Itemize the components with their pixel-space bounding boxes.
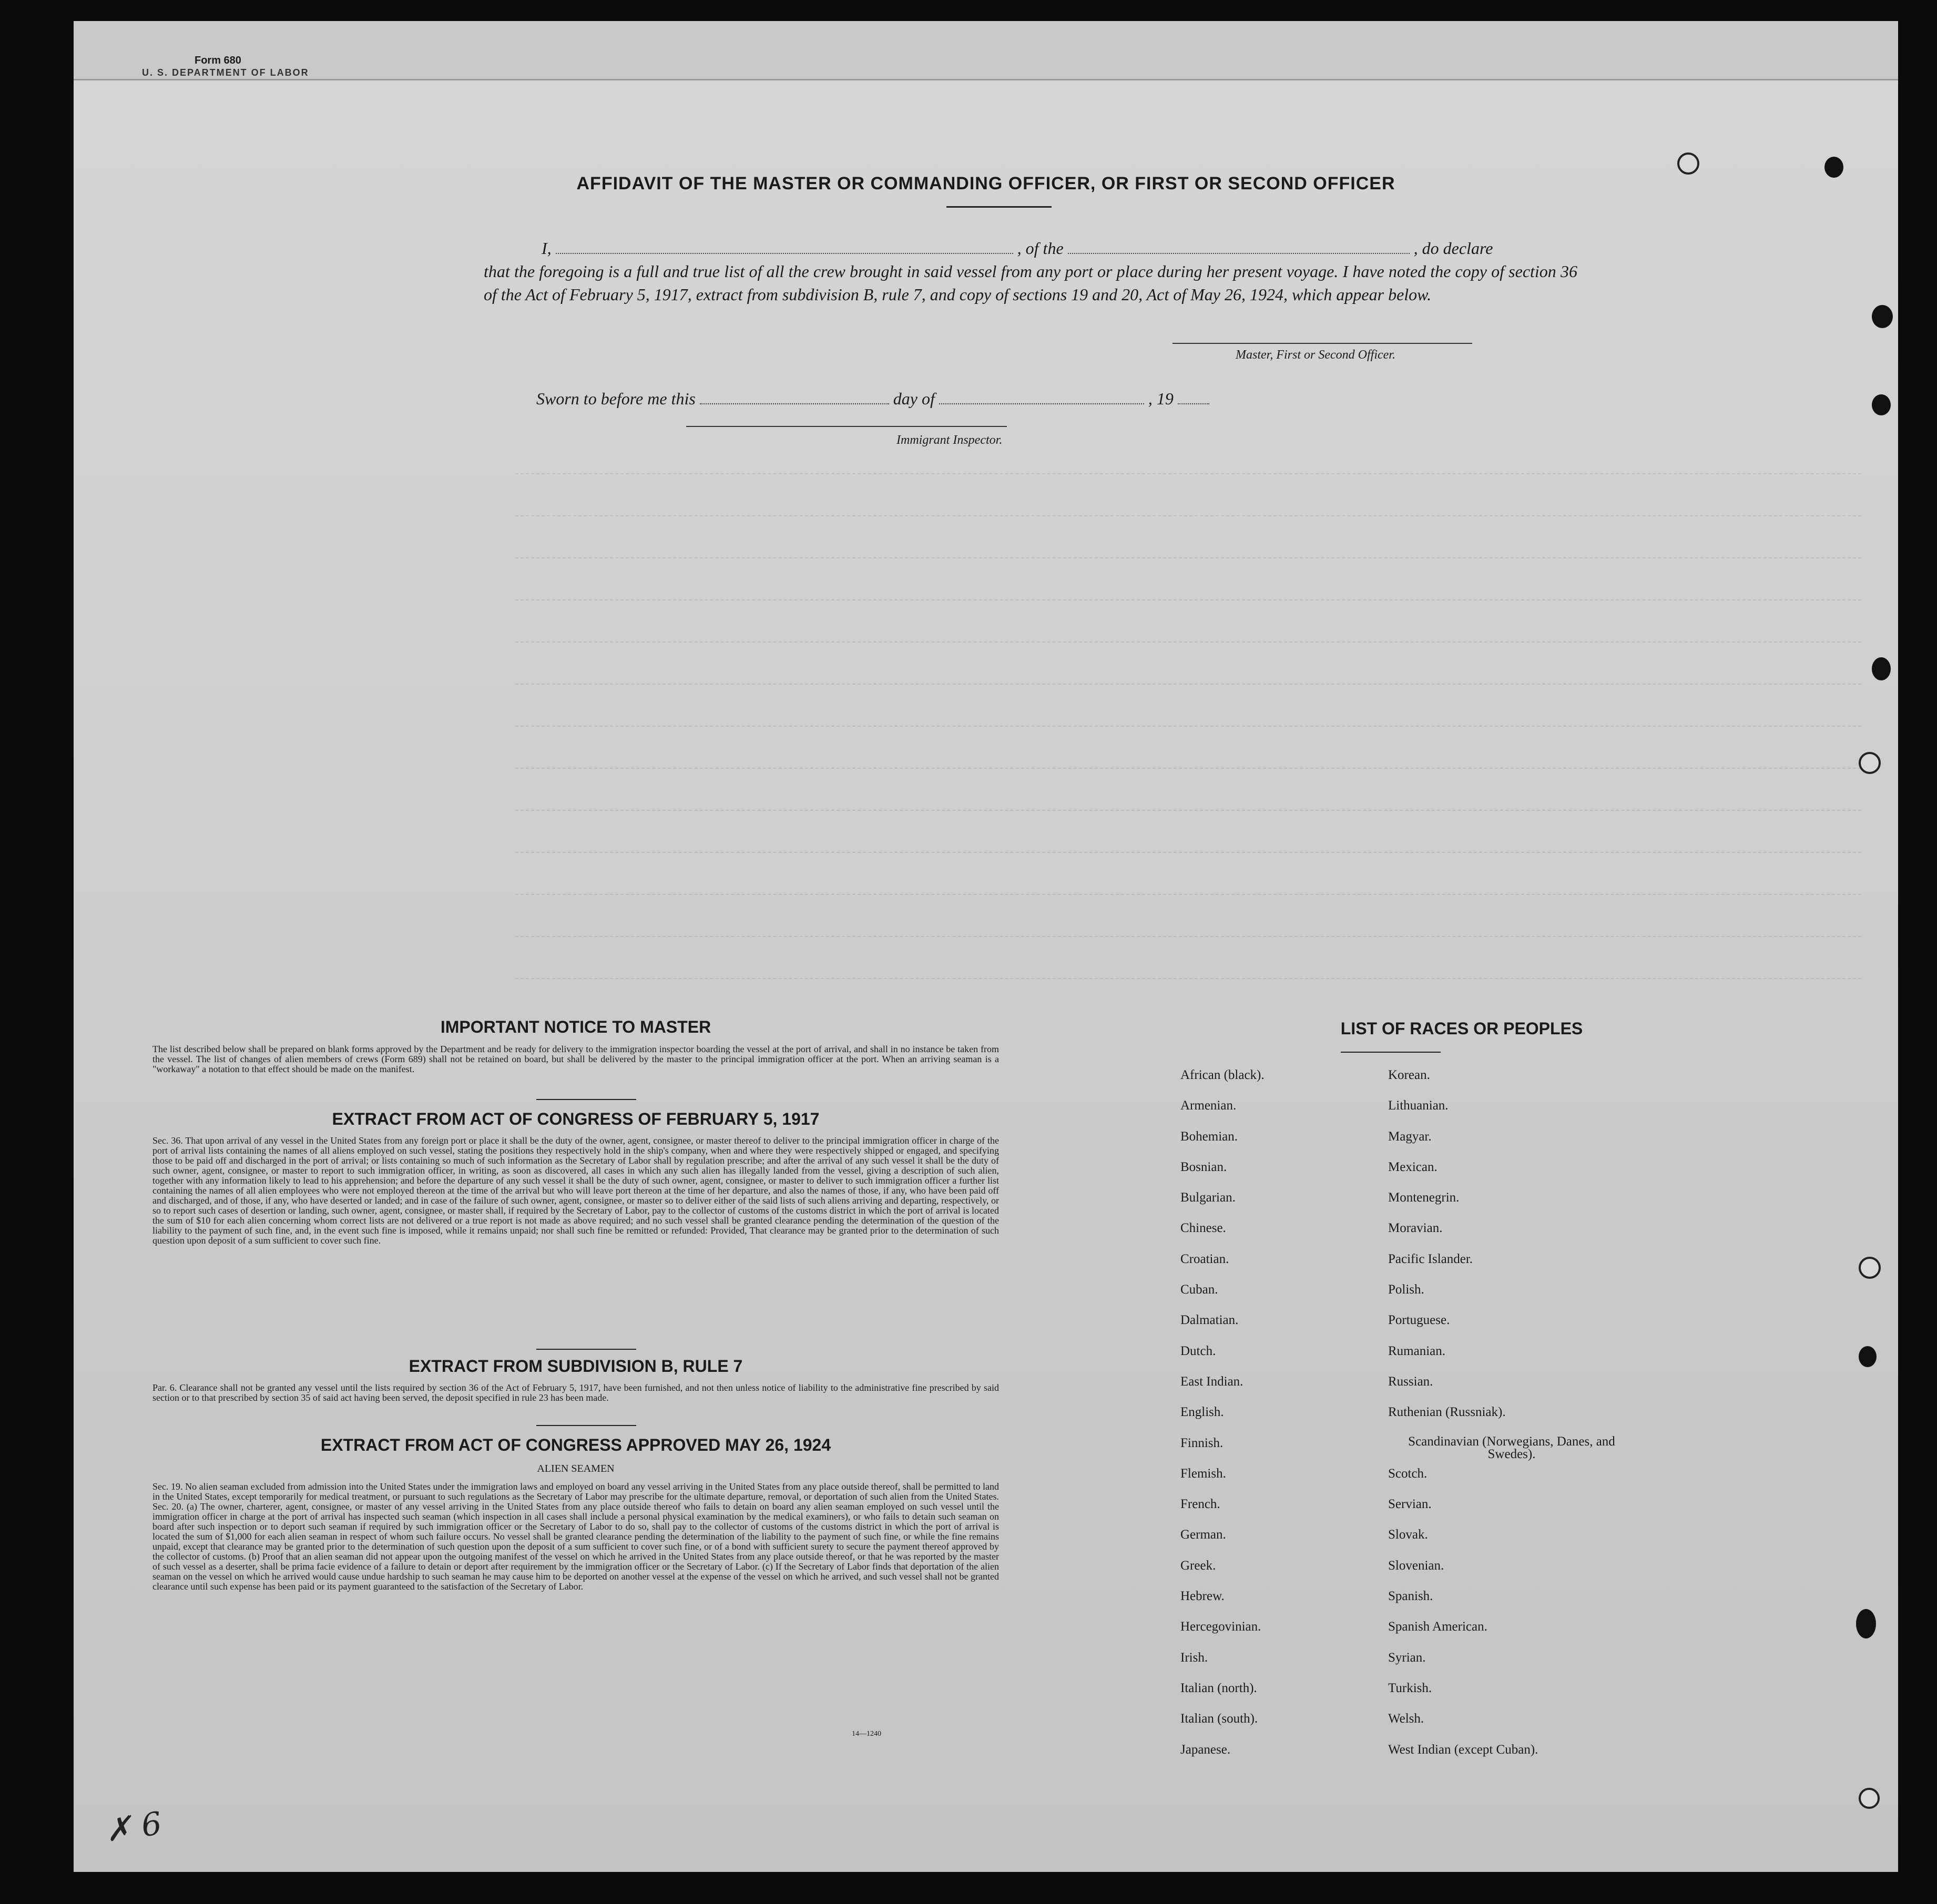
race-item: Polish. <box>1388 1282 1424 1297</box>
inspector-signature-line[interactable] <box>686 426 1007 427</box>
race-item: Syrian. <box>1388 1650 1426 1665</box>
race-item: Italian (north). <box>1180 1681 1257 1695</box>
punch-hole <box>1859 752 1881 774</box>
bleed-through-row <box>515 810 1861 811</box>
race-item: Japanese. <box>1180 1742 1231 1757</box>
declare-label: , do declare <box>1413 239 1493 258</box>
department-name: U. S. DEPARTMENT OF LABOR <box>142 67 309 78</box>
sworn-label: Sworn to before me this <box>536 389 696 408</box>
bleed-through-row <box>515 852 1861 853</box>
race-item: Spanish American. <box>1388 1620 1487 1634</box>
bleed-through-row <box>515 936 1861 937</box>
race-item: Pacific Islander. <box>1388 1251 1473 1266</box>
sworn-day-field[interactable] <box>700 403 889 404</box>
race-item: Bulgarian. <box>1180 1190 1236 1205</box>
punch-hole <box>1859 1346 1877 1367</box>
bleed-through-row <box>515 599 1861 600</box>
race-item: Dalmatian. <box>1180 1313 1239 1328</box>
bleed-through-row <box>515 473 1861 474</box>
race-item: Portuguese. <box>1388 1313 1450 1328</box>
race-item: Hercegovinian. <box>1180 1620 1261 1634</box>
section-rule <box>536 1425 636 1426</box>
section-rule <box>536 1349 636 1350</box>
form-number: Form 680 <box>195 55 241 66</box>
race-item: Korean. <box>1388 1068 1430 1082</box>
extract-1924-text: Sec. 19. No alien seaman excluded from admission into the United States under the immigration laws and employed on board any vessel arriving in the United States from any place outside thereof, shall be permitted to land in the United States, except temporarily for medical treatment, or pursuant to such regulations as the Secretary of Labor may prescribe for the ultimate departure, removal, or deportation of such alien from the United States. Sec. 20. (a) The owner, charterer, agent, consignee, or master of any vessel arriving in the United States from any place outside thereof who fails to detain on board any alien seaman employed on such vessel until the immigration officer in charge at the port of arrival has inspected such seaman (which inspection in all cases shall include a personal physical examination by the medical examiners), or who fails to detain such seaman on board after such inspection or to deport such seaman if required by such immigration officer or the Secretary of Labor to do so, shall pay to the collector of customs of the customs district in which the port of arrival is located the sum of $1,000 for each alien seaman in respect of whom such failure occurs. No vessel shall be granted clearance pending the determination of the liability to the payment of such fine, or while the fine remains unpaid, except that clearance may be granted prior to the determination of such question upon the deposit of a sum sufficient to cover such fine, or of a bond with sufficient surety to secure the payment thereof approved by the collector of customs. (b) Proof that an alien seaman did not appear upon the outgoing manifest of the vessel on which he arrived in the United States from any place outside thereof, or that he was reported by the master of such vessel as a deserter, shall be prima facie evidence of a failure to detain or deport after requirement by the immigration officer or the Secretary of Labor. (c) If the Secretary of Labor finds that deportation of the alien seaman on the vessel on which he arrived would cause undue hardship to such seaman he may cause him to be deported on another vessel at the expense of the vessel on which he arrived, and such vessel shall not be granted clearance until such expense has been paid or its payment guaranteed to the satisfaction of the Secretary of Labor. <box>152 1481 999 1592</box>
race-item: Mexican. <box>1388 1159 1438 1174</box>
punch-hole <box>1859 1257 1881 1279</box>
bleed-through-row <box>515 684 1861 685</box>
punch-hole <box>1824 157 1843 178</box>
race-item: Montenegrin. <box>1388 1190 1460 1205</box>
i-label: I, <box>542 239 552 258</box>
race-item: Cuban. <box>1180 1282 1218 1297</box>
extract-1917-title: EXTRACT FROM ACT OF CONGRESS OF FEBRUARY 5, 1917 <box>332 1109 820 1128</box>
punch-hole <box>1859 1788 1880 1809</box>
vessel-name-field[interactable] <box>1068 253 1410 254</box>
affidavit-title: AFFIDAVIT OF THE MASTER OR COMMANDING OFFICER, OR FIRST OR SECOND OFFICER <box>576 174 1395 194</box>
punch-hole <box>1677 152 1699 175</box>
race-item: Irish. <box>1180 1650 1208 1665</box>
affidavit-text: that the foregoing is a full and true list of all the crew brought in said vessel from any port or place during her present voyage. I have noted the copy of section 36 of the Act of February 5, 1917, extract from subdivision B, rule 7, and copy of sections 19 and 20, Act of May 26, 1924, which appear below. <box>484 262 1577 304</box>
race-item: Greek. <box>1180 1558 1216 1573</box>
master-signature-line[interactable] <box>1173 343 1472 344</box>
punch-hole <box>1872 305 1893 328</box>
year-label: , 19 <box>1148 389 1174 408</box>
race-item: East Indian. <box>1180 1374 1243 1389</box>
race-item: Slovak. <box>1388 1528 1428 1542</box>
master-signature-label: Master, First or Second Officer. <box>1236 348 1395 362</box>
race-item: West Indian (except Cuban). <box>1388 1742 1538 1757</box>
handwritten-mark: ✗ 6 <box>103 1805 164 1850</box>
race-item: Flemish. <box>1180 1466 1226 1481</box>
bleed-through-row <box>515 978 1861 979</box>
race-item: Magyar. <box>1388 1129 1432 1144</box>
bleed-through-row <box>515 726 1861 727</box>
races-title: LIST OF RACES OR PEOPLES <box>1340 1019 1583 1038</box>
declaration-line <box>484 237 1577 260</box>
form-sheet <box>74 21 1898 1872</box>
punch-hole <box>1856 1609 1876 1638</box>
notice-title: IMPORTANT NOTICE TO MASTER <box>440 1017 711 1036</box>
race-item: Chinese. <box>1180 1221 1226 1236</box>
race-item: Scotch. <box>1388 1466 1428 1481</box>
extract-rule7-title: EXTRACT FROM SUBDIVISION B, RULE 7 <box>409 1357 743 1376</box>
race-item: Welsh. <box>1388 1712 1424 1726</box>
extract-1924-title: EXTRACT FROM ACT OF CONGRESS APPROVED MAY 26, 1924 <box>320 1435 831 1454</box>
race-item: African (black). <box>1180 1068 1265 1082</box>
sworn-line <box>536 389 1209 409</box>
notice-text: The list described below shall be prepared on blank forms approved by the Department and be ready for delivery to the immigration inspector boarding the vessel at the port of arrival, and shall in no instance be taken from the vessel. The list of changes of alien members of crews (Form 689) shall not be retained on board, but shall be delivered by the master to the principal immigration officer at the port. When an arriving seaman is a "workaway" a notation to that effect should be made on the manifest. <box>152 1044 999 1074</box>
bleed-through-row <box>515 768 1861 769</box>
race-item: Servian. <box>1388 1497 1432 1512</box>
race-item: Armenian. <box>1180 1098 1237 1113</box>
bleed-through-row <box>515 894 1861 895</box>
print-code: 14—1240 <box>852 1730 881 1738</box>
race-item: Hebrew. <box>1180 1589 1225 1604</box>
race-item: German. <box>1180 1528 1226 1542</box>
affidavit-body <box>484 237 1577 306</box>
race-item: Scandinavian (Norwegians, Danes, and Swedes). <box>1408 1434 1615 1461</box>
race-item: Italian (south). <box>1180 1712 1258 1726</box>
title-rule <box>946 206 1052 208</box>
race-item: Bosnian. <box>1180 1159 1227 1174</box>
race-item: Bohemian. <box>1180 1129 1238 1144</box>
extract-1924-subtitle: ALIEN SEAMEN <box>537 1463 615 1474</box>
race-item: Finnish. <box>1180 1435 1224 1450</box>
officer-name-field[interactable] <box>556 253 1013 254</box>
race-item: Ruthenian (Russniak). <box>1388 1405 1506 1420</box>
races-right-column <box>1388 1067 1635 1773</box>
races-title-rule <box>1341 1052 1441 1053</box>
inspector-signature-label: Immigrant Inspector. <box>896 433 1003 447</box>
race-item: Russian. <box>1388 1374 1433 1389</box>
race-item: Spanish. <box>1388 1589 1433 1604</box>
of-the-label: , of the <box>1017 239 1064 258</box>
race-item: Rumanian. <box>1388 1343 1446 1358</box>
races-left-column <box>1180 1067 1380 1773</box>
bleed-through-row <box>515 642 1861 643</box>
race-item: Moravian. <box>1388 1221 1443 1236</box>
day-of-label: day of <box>893 389 935 408</box>
extract-rule7-text: Par. 6. Clearance shall not be granted any vessel until the lists required by section 36 of the Act of February 5, 1917, have been furnished, and not then unless notice of liability to the administrative fine prescribed by said section or to that prescribed by section 35 of said act having been served, the deposit specified in rule 23 has been made. <box>152 1382 999 1403</box>
race-item: Turkish. <box>1388 1681 1432 1695</box>
top-edge-strip <box>74 21 1898 80</box>
race-item: Slovenian. <box>1388 1558 1444 1573</box>
race-item: Croatian. <box>1180 1251 1229 1266</box>
sworn-year-field[interactable] <box>1178 403 1209 404</box>
punch-hole <box>1872 657 1891 680</box>
race-item: Lithuanian. <box>1388 1098 1449 1113</box>
sworn-month-field[interactable] <box>939 403 1144 404</box>
section-rule <box>536 1099 636 1100</box>
punch-hole <box>1872 394 1891 415</box>
bleed-through-row <box>515 515 1861 516</box>
race-item: French. <box>1180 1497 1220 1512</box>
extract-1917-text: Sec. 36. That upon arrival of any vessel in the United States from any foreign port or place it shall be the duty of the owner, agent, consignee, or master thereof to deliver to the principal immigration officer in charge of the port of arrival lists containing the names of all aliens employed on such vessel, stating the positions they respectively hold in the ship's company, when and where they were respectively shipped or engaged, and specifying those to be paid off and discharged in the port of arrival; or lists containing so much of such information as the Secretary of Labor shall by regulation prescribe; and after the arrival of any such vessel it shall be the duty of such owner, agent, consignee, or master to report to such immigration officer, in writing, as soon as discovered, all cases in which any such alien has illegally landed from the vessel, giving a description of such alien, together with any information likely to lead to his apprehension; and before the departure of any such vessel it shall be the duty of such owner, agent, consignee, or master to deliver to such immigration officer a further list containing the names of all alien employees who were not employed thereon at the time of the arrival but who will leave port thereon at the time of her departure, and also the names of those, if any, who have been paid off and discharged, and of those, if any, who have deserted or landed; and in case of the failure of such owner, agent, consignee, or master so to deliver either of the said lists of such aliens arriving and departing, respectively, or so to report such cases of desertion or landing, such owner, agent, consignee, or master shall, if required by the Secretary of Labor, pay to the collector of customs of the customs district in which the port of arrival is located the sum of $10 for each alien concerning whom correct lists are not delivered or a true report is not made as above required; and no such vessel shall be granted clearance pending the determination of the question of the liability to the payment of such fine, and, in the event such fine is imposed, while it remains unpaid; nor shall such fine be remitted or refunded: Provided, That clearance may be granted prior to the determination of such question upon deposit of a sum sufficient to cover such fine. <box>152 1135 999 1246</box>
race-item: English. <box>1180 1405 1224 1420</box>
race-item: Dutch. <box>1180 1343 1216 1358</box>
bleed-through-row <box>515 557 1861 558</box>
